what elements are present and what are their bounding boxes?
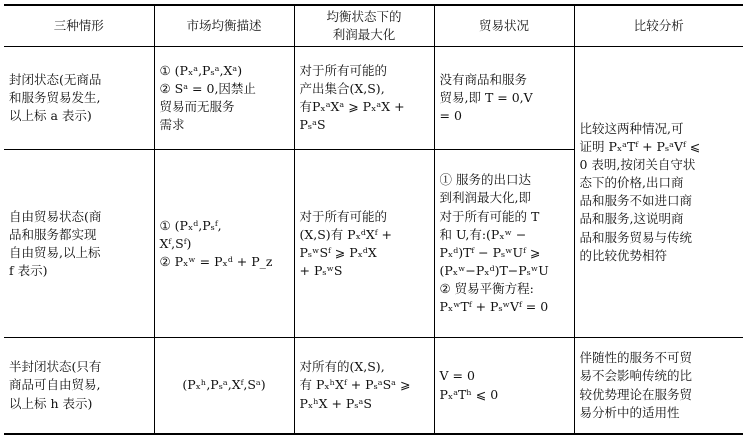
cell-scenario: 自由贸易状态(商 品和服务都实现 自由贸易,以上标 f 表示) [4,150,154,338]
header-comparison: 比较分析 [574,5,743,47]
header-scenario: 三种情形 [4,5,154,47]
cell-analysis-lower: 伴随性的服务不可贸 易不会影响传统的比 较优势理论在服务贸 易分析中的适用性 [574,338,743,434]
cell-analysis-upper: 比较这两种情况,可 证明 PₓᵃTᶠ + PₛᵃVᶠ ⩽ 0 表明,按闭关自守状 态下的价格,出口商 品和服务不如进口商 品和服务,这说明商 品和服务贸易与传统 的比较优势相符 [574,47,743,338]
cell-trade: V = 0 PₓᵃTʰ ⩽ 0 [434,338,574,434]
cell-trade: 没有商品和服务 贸易,即 T = 0,V = 0 [434,47,574,150]
cell-equilibrium: ① (Pₓᵈ,Pₛᶠ, Xᶠ,Sᶠ) ② Pₓʷ = Pₓᵈ + P_z [154,150,294,338]
header-trade-status: 贸易状况 [434,5,574,47]
cell-equilibrium: (Pₓʰ,Pₛᵃ,Xᶠ,Sᵃ) [154,338,294,434]
cell-profit: 对所有的(X,S), 有 PₓʰXᶠ + PₛᵃSᵃ ⩾ PₓʰX + PₛᵃS [294,338,434,434]
cell-profit: 对于所有可能的 (X,S)有 PₓᵈXᶠ + PₛʷSᶠ ⩾ PₓᵈX + PₛʷS [294,150,434,338]
cell-scenario: 半封闭状态(只有 商品可自由贸易, 以上标 h 表示) [4,338,154,434]
comparison-table [4,4,743,435]
cell-trade: ① 服务的出口达 到利润最大化,即 对于所有可能的 T 和 U,有:(Pₓʷ − Pₓᵈ)Tᶠ − PₛʷUᶠ ⩾ (Pₓʷ−Pₓᵈ)T−PₛʷU ② 贸易平衡方程: PₓʷTᶠ + PₛʷVᶠ = 0 [434,150,574,338]
cell-scenario: 封闭状态(无商品 和服务贸易发生, 以上标 a 表示) [4,47,154,150]
cell-equilibrium: ① (Pₓᵃ,Pₛᵃ,Xᵃ) ② Sᵃ = 0,因禁止 贸易而无服务 需求 [154,47,294,150]
table-row-closed [4,47,743,150]
header-row [4,5,743,47]
cell-profit: 对于所有可能的 产出集合(X,S), 有PₓᵃXᵃ ⩾ PₓᵃX + PₛᵃS [294,47,434,150]
header-profit-max: 均衡状态下的 利润最大化 [294,5,434,47]
table-row-semi-closed [4,338,743,434]
header-equilibrium: 市场均衡描述 [154,5,294,47]
